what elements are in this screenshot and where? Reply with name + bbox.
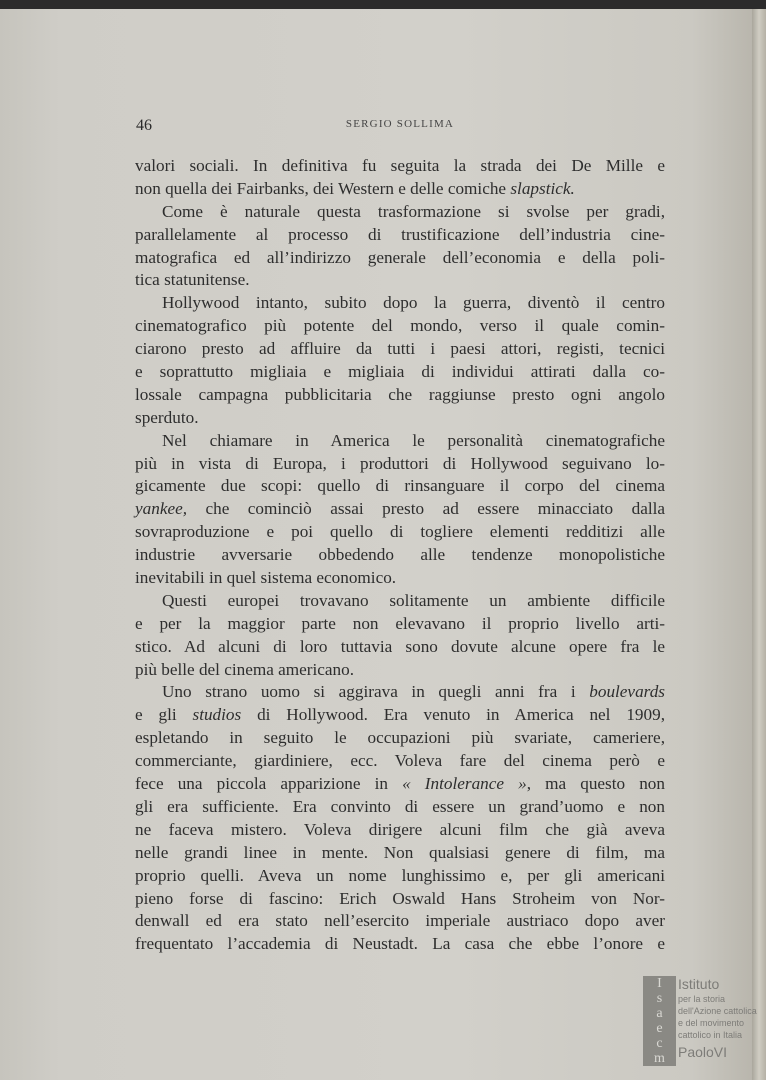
text-line — [135, 659, 665, 682]
logo-letter: c — [656, 1036, 663, 1051]
text-line — [135, 727, 665, 750]
text-segment: espletando in seguito le occupazioni più svariate, cameriere, — [135, 728, 665, 748]
text-line — [135, 590, 665, 613]
text-line — [135, 773, 665, 796]
text-line — [135, 842, 665, 865]
text-segment: e per la maggior parte non elevavano il proprio livello arti- — [135, 613, 665, 633]
text-line — [135, 384, 665, 407]
text-segment: Uno strano uomo si aggirava in quegli anni fra i — [162, 682, 590, 702]
text-line — [135, 819, 665, 842]
text-segment: valori sociali. In definitiva fu seguita la strada dei De Mille e — [135, 156, 665, 175]
text-line — [135, 521, 665, 544]
text-segment: non quella dei Fairbanks, dei Western e delle comiche — [135, 178, 511, 198]
italic-text: yankee, — [135, 499, 187, 519]
text-line — [135, 338, 665, 361]
text-segment: industrie avversarie obbedendo alle tendenze monopolistiche — [135, 545, 665, 565]
text-segment: Questi europei trovavano solitamente un ambiente difficile — [162, 590, 665, 610]
text-line — [135, 178, 665, 201]
body-text — [135, 155, 665, 956]
text-segment: cinematografico più potente del mondo, verso il quale comin- — [135, 316, 665, 336]
page-number: 46 — [136, 117, 152, 134]
text-segment: di Hollywood. Era venuto in America nel 1909, — [241, 705, 665, 725]
logo-letter: a — [656, 1006, 663, 1021]
text-line — [135, 704, 665, 727]
text-line — [135, 910, 665, 933]
text-segment: sovraproduzione e poi quello di togliere elementi redditizi alle — [135, 522, 665, 542]
running-head: SERGIO SOLLIMA — [345, 118, 455, 130]
watermark-text: e del movimento — [678, 1018, 745, 1028]
text-segment: , ma questo non — [526, 774, 665, 794]
text-segment: gli era sufficiente. Era convinto di essere un grand’uomo e non — [135, 796, 665, 816]
text-line — [135, 865, 665, 888]
text-line — [135, 224, 665, 247]
text-segment: e soprattutto migliaia e migliaia di individui attirati dalla co- — [135, 362, 665, 382]
text-segment: stico. Ad alcuni di loro tuttavia sono dovute alcune opere fra le — [135, 636, 665, 656]
text-segment: Hollywood intanto, subito dopo la guerra, diventò il centro — [162, 293, 665, 313]
text-line — [135, 269, 665, 292]
text-segment: fece una piccola apparizione in — [135, 774, 403, 794]
text-line — [135, 636, 665, 659]
text-line — [135, 498, 665, 521]
text-line — [135, 155, 665, 178]
watermark-text: cattolico in Italia — [678, 1030, 743, 1040]
logo-letter: s — [656, 991, 663, 1006]
isacem-watermark-logo — [643, 976, 763, 1076]
watermark-text: per la storia — [678, 994, 726, 1004]
text-segment: frequentato l’accademia di Neustadt. La casa che ebbe l’onore e — [135, 934, 665, 954]
text-segment: proprio quelli. Aveva un nome lunghissimo e, per gli americani — [135, 865, 665, 885]
text-segment: e gli — [135, 705, 193, 725]
text-line — [135, 888, 665, 911]
text-segment: tica statunitense. — [135, 270, 250, 290]
text-segment: Come è naturale questa trasformazione si svolse per gradi, — [162, 201, 665, 221]
text-segment: commerciante, giardiniere, ecc. Voleva fare del cinema però e — [135, 751, 665, 771]
text-line — [135, 613, 665, 636]
text-line — [135, 796, 665, 819]
text-line — [135, 453, 665, 476]
text-line — [135, 292, 665, 315]
text-segment: più belle del cinema americano. — [135, 659, 355, 679]
watermark-text: dell'Azione cattolica — [678, 1006, 757, 1016]
text-segment: Nel chiamare in America le personalità cinematografiche — [162, 430, 665, 450]
logo-letter: e — [656, 1021, 663, 1036]
text-line — [135, 475, 665, 498]
italic-text: boulevards — [589, 682, 665, 702]
text-line — [135, 201, 665, 224]
text-line — [135, 544, 665, 567]
text-segment: pieno forse di fascino: Erich Oswald Hans Stroheim von Nor- — [135, 888, 665, 908]
isacem-logo-mark — [643, 976, 676, 1066]
italic-text: studios — [192, 705, 242, 725]
text-line — [135, 407, 665, 430]
text-line — [135, 247, 665, 270]
text-segment: inevitabili in quel sistema economico. — [135, 568, 397, 588]
text-segment: denwall ed era stato nell’esercito imperiale austriaco dopo aver — [135, 911, 665, 931]
text-segment: gicamente due scopi: quello di rinsanguare il corpo del cinema — [135, 476, 665, 496]
text-segment: più in vista di Europa, i produttori di Hollywood seguivano lo- — [135, 453, 665, 473]
text-segment: lossale campagna pubblicitaria che raggiunse presto ogni angolo — [135, 384, 665, 404]
italic-text: slapstick. — [510, 178, 575, 198]
text-line — [135, 567, 665, 590]
text-line — [135, 750, 665, 773]
logo-letter: m — [654, 1051, 665, 1066]
watermark-text: PaoloVI — [678, 1044, 728, 1060]
scan-top-border — [0, 0, 766, 9]
text-segment: matografica ed all’indirizzo generale dell’economia e della poli- — [135, 247, 665, 267]
text-segment: ciarono presto ad affluire da tutti i paesi attori, registi, tecnici — [135, 339, 665, 359]
text-segment: nelle grandi linee in mente. Non qualsiasi genere di film, ma — [135, 842, 665, 862]
text-segment: sperduto. — [135, 407, 199, 427]
italic-text: « Intolerance » — [402, 774, 527, 794]
page-edge — [752, 9, 766, 1080]
logo-letter: I — [657, 976, 662, 991]
text-segment: che cominciò assai presto ad essere minacciato dalla — [187, 499, 665, 519]
text-segment: ne faceva mistero. Voleva dirigere alcuni film che già aveva — [135, 819, 665, 839]
watermark-text: Istituto — [678, 976, 720, 992]
text-line — [135, 361, 665, 384]
text-line — [135, 681, 665, 704]
text-line — [135, 933, 665, 956]
text-line — [135, 315, 665, 338]
text-segment: parallelamente al processo di trustificazione dell’industria cine- — [135, 224, 665, 244]
text-line — [135, 430, 665, 453]
